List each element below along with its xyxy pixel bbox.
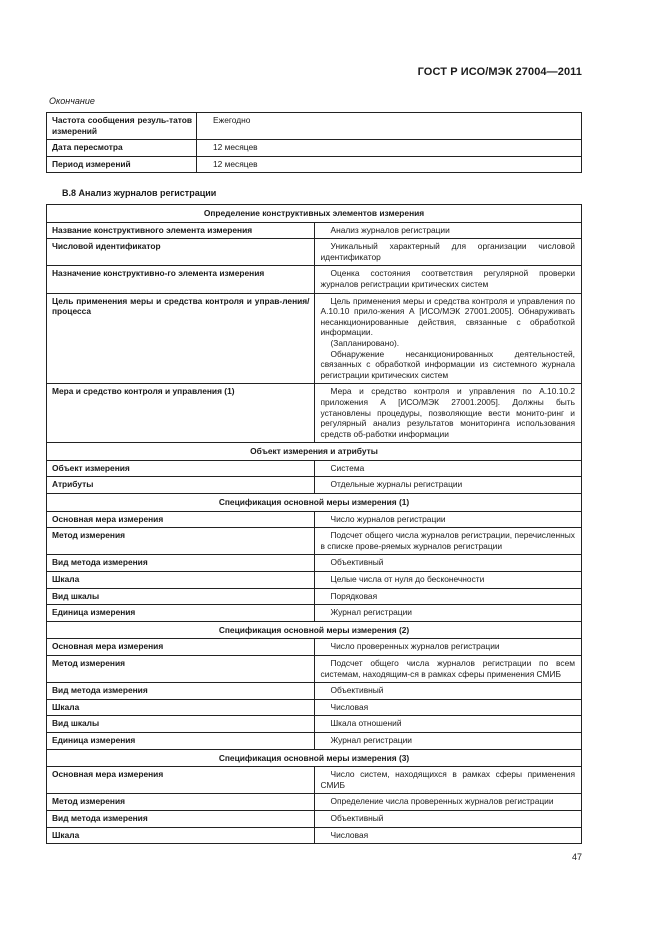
row-label: Шкала [47, 699, 315, 716]
table-row [47, 699, 582, 716]
table-row [47, 140, 582, 157]
page-number: 47 [571, 852, 582, 862]
row-label: Название конструктивного элемента измерения [47, 222, 315, 239]
row-value-paragraph: Объективный [330, 557, 384, 568]
row-value-paragraph: Число журналов регистрации [330, 513, 446, 524]
table-section-header-row [47, 749, 582, 767]
table-row [47, 639, 582, 656]
row-value [314, 827, 582, 844]
table-row [47, 810, 582, 827]
row-value-paragraph: Ежегодно [213, 115, 251, 125]
row-value-paragraph: Числовая [330, 829, 369, 840]
table-row [47, 794, 582, 811]
row-label: Шкала [47, 572, 315, 589]
row-value [314, 605, 582, 622]
row-label: Числовой идентификатор [47, 239, 315, 266]
table-row [47, 460, 582, 477]
row-label: Вид шкалы [47, 588, 315, 605]
table-section-header-row [47, 621, 582, 639]
measurement-construct-table [46, 204, 582, 844]
row-label: Атрибуты [47, 477, 315, 494]
row-value [314, 460, 582, 477]
continuation-label: Окончание [49, 96, 95, 106]
table-section-header-row [47, 443, 582, 461]
row-label: Вид метода измерения [47, 810, 315, 827]
row-value-paragraph: Число проверенных журналов регистрации [330, 641, 500, 652]
row-label: Метод измерения [47, 528, 315, 555]
row-value [314, 810, 582, 827]
table-row [47, 716, 582, 733]
row-value [314, 511, 582, 528]
row-value-paragraph: Система [330, 462, 365, 473]
table-row [47, 384, 582, 443]
row-label: Частота сообщения резуль-татов измерений [47, 113, 197, 140]
row-label: Период измерений [47, 156, 197, 173]
row-value [314, 732, 582, 749]
row-value [314, 656, 582, 683]
row-label: Мера и средство контроля и управления (1) [47, 384, 315, 443]
table-row [47, 156, 582, 173]
table-section-header: Спецификация основной меры измерения (3) [47, 749, 582, 767]
table-section-header: Спецификация основной меры измерения (2) [47, 621, 582, 639]
row-value [314, 555, 582, 572]
table-row [47, 767, 582, 794]
row-value-paragraph: Порядковая [330, 590, 378, 601]
section-title: B.8 Анализ журналов регистрации [62, 188, 217, 198]
row-value-paragraph: Журнал регистрации [330, 607, 412, 618]
row-value-paragraph: Отдельные журналы регистрации [330, 479, 463, 490]
table-section-header: Спецификация основной меры измерения (1) [47, 494, 582, 512]
row-label: Метод измерения [47, 656, 315, 683]
row-label: Объект измерения [47, 460, 315, 477]
table-section-header: Определение конструктивных элементов измерения [47, 205, 582, 223]
row-value [314, 716, 582, 733]
table-section-header-row [47, 205, 582, 223]
row-value-paragraph: (Запланировано). [330, 337, 400, 348]
table-row [47, 732, 582, 749]
table-row [47, 477, 582, 494]
row-value [314, 794, 582, 811]
table-row [47, 827, 582, 844]
row-label: Основная мера измерения [47, 639, 315, 656]
table-row [47, 528, 582, 555]
row-value-paragraph: Оценка состояния соответствия регулярной проверки журналов регистрации критических систем [320, 268, 575, 289]
row-value-paragraph: Целые числа от нуля до бесконечности [330, 574, 485, 585]
table-row [47, 266, 582, 293]
table-row [47, 511, 582, 528]
row-value [314, 384, 582, 443]
row-label: Вид шкалы [47, 716, 315, 733]
row-value-paragraph: Цель применения меры и средства контроля и управления по А.10.10 прило-жения А [ИСО/МЭК 27001.2005]. Обнаруживать несанкционированные действия, связанные с обработкой информации. [320, 295, 575, 338]
table-row [47, 572, 582, 589]
row-label: Единица измерения [47, 605, 315, 622]
table-row [47, 605, 582, 622]
table-row [47, 293, 582, 384]
table-row [47, 555, 582, 572]
row-label: Вид метода измерения [47, 683, 315, 700]
row-label: Шкала [47, 827, 315, 844]
row-value-paragraph: Шкала отношений [330, 718, 402, 729]
table-row [47, 683, 582, 700]
row-value-paragraph: Объективный [330, 685, 384, 696]
previous-table [46, 112, 582, 173]
row-value [314, 767, 582, 794]
row-value [314, 639, 582, 656]
row-value [314, 222, 582, 239]
row-value [197, 156, 582, 173]
row-value [314, 683, 582, 700]
row-value [314, 266, 582, 293]
row-value [314, 293, 582, 384]
row-label: Основная мера измерения [47, 767, 315, 794]
row-value-paragraph: Анализ журналов регистрации [330, 224, 450, 235]
row-value-paragraph: 12 месяцев [213, 158, 258, 169]
table-row [47, 113, 582, 140]
row-value-paragraph: Обнаружение несанкционированных деятельностей, связанных с обработкой информации из системного журнала регистрации критических систем [320, 348, 575, 380]
row-label: Цель применения меры и средства контроля и управ-ления/процесса [47, 293, 315, 384]
table-row [47, 588, 582, 605]
row-value [314, 699, 582, 716]
document-header: ГОСТ Р ИСО/МЭК 27004—2011 [417, 66, 582, 78]
row-value-paragraph: Журнал регистрации [330, 734, 412, 745]
row-label: Вид метода измерения [47, 555, 315, 572]
row-value [197, 113, 582, 140]
table-row [47, 222, 582, 239]
row-value-paragraph: Подсчет общего числа журналов регистрации, перечисленных в списке прове-ряемых журналов регистрации [320, 530, 575, 551]
row-value [314, 239, 582, 266]
table-row [47, 239, 582, 266]
row-value-paragraph: 12 месяцев [213, 142, 258, 153]
table-section-header: Объект измерения и атрибуты [47, 443, 582, 461]
row-label: Основная мера измерения [47, 511, 315, 528]
row-value-paragraph: Подсчет общего числа журналов регистрации по всем системам, находящим-ся в рамках сферы применения СМИБ [320, 658, 575, 679]
row-value-paragraph: Числовая [330, 701, 369, 712]
table-row [47, 656, 582, 683]
row-value [197, 140, 582, 157]
row-label: Дата пересмотра [47, 140, 197, 157]
row-label: Единица измерения [47, 732, 315, 749]
row-value-paragraph: Уникальный характерный для организации числовой идентификатор [320, 241, 575, 262]
row-value [314, 528, 582, 555]
row-value-paragraph: Определение числа проверенных журналов регистрации [330, 796, 554, 807]
row-value-paragraph: Мера и средство контроля и управления по А.10.10.2 приложения А [ИСО/МЭК 27001.2005]. Должны быть установлены процедуры, позволяющие вести монито-ринг и регулярный анализ результатов мониторинга использования средств об-работки информации [320, 386, 575, 439]
table-section-header-row [47, 494, 582, 512]
row-value-paragraph: Число систем, находящихся в рамках сферы применения СМИБ [320, 769, 575, 790]
row-value [314, 477, 582, 494]
row-label: Метод измерения [47, 794, 315, 811]
row-value-paragraph: Объективный [330, 812, 384, 823]
row-value [314, 572, 582, 589]
row-label: Назначение конструктивно-го элемента измерения [47, 266, 315, 293]
row-value [314, 588, 582, 605]
